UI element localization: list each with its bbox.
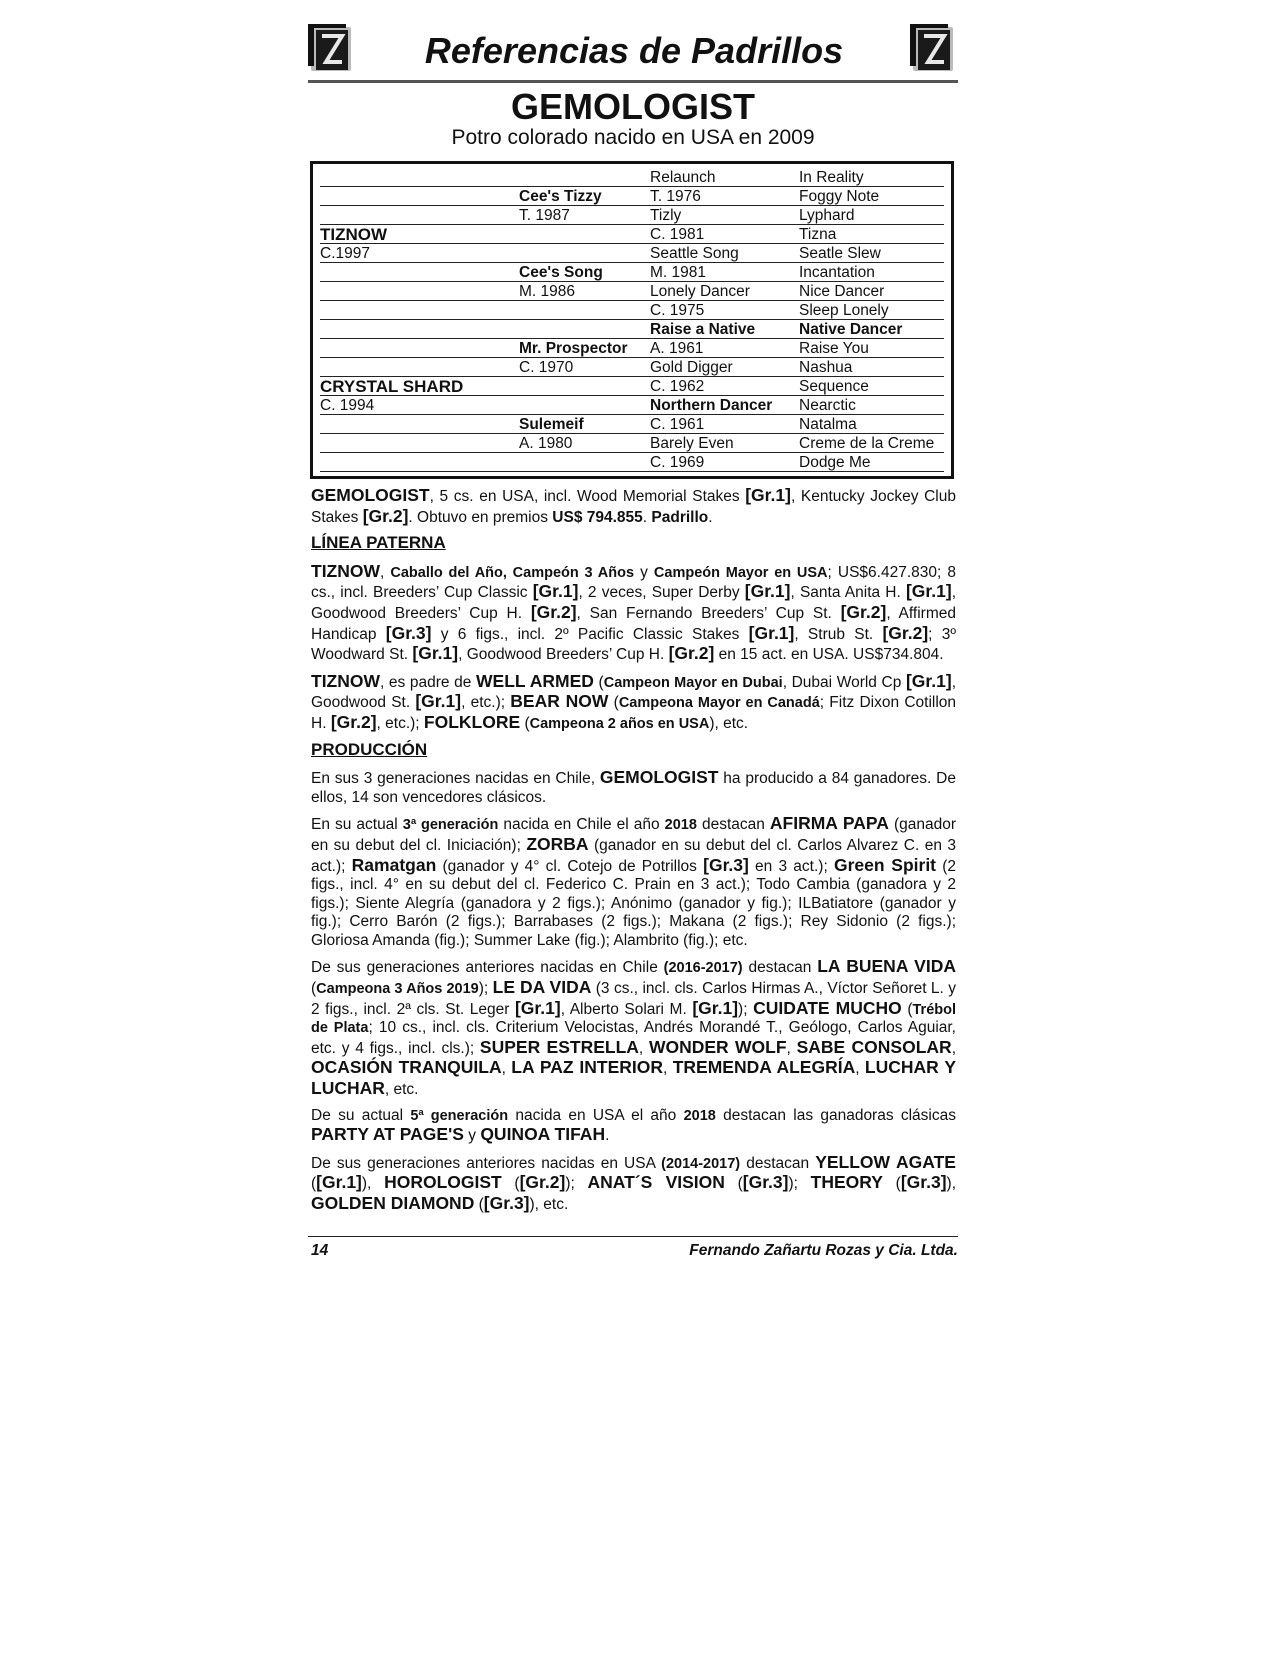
- pedigree-cell: Natalma: [799, 416, 857, 433]
- pedigree-cell: C. 1969: [650, 454, 705, 471]
- pedigree-row: [320, 262, 944, 282]
- pedigree-row: [320, 376, 944, 396]
- pedigree-cell: C. 1962: [650, 378, 705, 395]
- pedigree-cell: Dodge Me: [799, 454, 871, 471]
- body-text: [311, 486, 956, 1222]
- horse-subtitle: Potro colorado nacido en USA en 2009: [451, 126, 815, 149]
- pedigree-row: [320, 167, 944, 187]
- pedigree-row: [320, 319, 944, 339]
- pedigree-row: [320, 338, 944, 358]
- produccion-paragraph-4: De su actual 5ª generación nacida en USA el año 2018 destacan las ganadoras clásicas PARTY AT PAGE'S y QUINOA TIFAH.: [311, 1106, 956, 1145]
- pedigree-dam: CRYSTAL SHARD: [320, 377, 464, 396]
- company-logo-right: [910, 24, 956, 74]
- pedigree-cell: C. 1994: [320, 397, 375, 414]
- header-divider: [308, 80, 958, 83]
- pedigree-row: [320, 395, 944, 415]
- pedigree-cell: Foggy Note: [799, 188, 880, 205]
- pedigree-cell: Sequence: [799, 378, 869, 395]
- produccion-paragraph-2: En su actual 3ª generación nacida en Chile el año 2018 destacan AFIRMA PAPA (ganador en su debut del cl. Iniciación); ZORBA (ganador en su debut del cl. Carlos Alvarez C. en 3 act.); Ramatgan (ganador y 4° cl. Cotejo de Potrillos [Gr.3] en 3 act.); Green Spirit (2 figs., incl. 4° en su debut del cl. Federico C. Prain en 3 act.); Todo Cambia (ganadora y 2 figs.); Siente Alegría (ganadora y 2 figs.); Anónimo (ganador y fig.); ILBatiatore (ganador y fig.); Cerro Barón (2 figs.); Barrabases (2 figs.); Makana (2 figs.); Rey Sidonio (2 figs.); Gloriosa Amanda (fig.); Summer Lake (fig.); Alambrito (fig.); etc.: [311, 813, 957, 949]
- pedigree-cell: Northern Dancer: [650, 397, 773, 414]
- pedigree-cell: Gold Digger: [650, 359, 733, 376]
- pedigree-row: [320, 186, 944, 206]
- pedigree-row: [320, 281, 944, 301]
- pedigree-cell: Lonely Dancer: [650, 283, 750, 300]
- pedigree-cell: C. 1975: [650, 302, 705, 319]
- pedigree-row: [320, 357, 944, 377]
- pedigree-cell: Lyphard: [799, 207, 855, 224]
- pedigree-cell: C. 1970: [519, 359, 574, 376]
- horse-name-inline: GEMOLOGIST: [311, 485, 430, 505]
- produccion-paragraph-3: De sus generaciones anteriores nacidas en Chile (2016-2017) destacan LA BUENA VIDA (Campeona 3 Años 2019); LE DA VIDA (3 cs., incl. cls. Carlos Hirmas A., Víctor Señoret L. y 2 figs., incl. 2ª cls. St. Leger [Gr.1], Alberto Solari M. [Gr.1]); CUIDATE MUCHO (Trébol de Plata; 10 cs., incl. cls. Criterium Velocistas, Andrés Morandé T., Geólogo, Carlos Aguiar, etc. y 4 figs., incl. cls.); SUPER ESTRELLA, WONDER WOLF, SABE CONSOLAR, OCASIÓN TRANQUILA, LA PAZ INTERIOR, TREMENDA ALEGRÍA, LUCHAR Y LUCHAR, etc.: [311, 956, 957, 1099]
- produccion-paragraph-1: En sus 3 generaciones nacidas en Chile, GEMOLOGIST ha producido a 84 ganadores. De ellos, 14 son vencedores clásicos.: [311, 767, 956, 806]
- pedigree-cell: T. 1987: [519, 207, 570, 224]
- pedigree-cell: Raise You: [799, 340, 869, 357]
- pedigree-cell: Relaunch: [650, 169, 716, 186]
- pedigree-cell: A. 1980: [519, 435, 573, 452]
- pedigree-cell: Sulemeif: [519, 416, 584, 433]
- pedigree-cell: T. 1976: [650, 188, 701, 205]
- pedigree-cell: Creme de la Creme: [799, 435, 935, 452]
- pedigree-cell: M. 1981: [650, 264, 707, 281]
- pedigree-cell: Incantation: [799, 264, 875, 281]
- pedigree-cell: Tizly: [650, 207, 682, 224]
- earnings: US$ 794.855: [552, 508, 643, 526]
- pedigree-cell: Nice Dancer: [799, 283, 885, 300]
- pedigree-sire: TIZNOW: [320, 225, 388, 244]
- pedigree-cell: In Reality: [799, 169, 864, 186]
- pedigree-cell: Tizna: [799, 226, 837, 243]
- footer-company: Fernando Zañartu Rozas y Cia. Ltda.: [689, 1242, 958, 1259]
- pedigree-row: [320, 300, 944, 320]
- company-logo-left: [308, 24, 354, 74]
- pedigree-cell: Mr. Prospector: [519, 340, 628, 357]
- pedigree-row: [320, 452, 944, 472]
- pedigree-row: [320, 205, 944, 225]
- pedigree-cell: C. 1981: [650, 226, 705, 243]
- pedigree-cell: C. 1961: [650, 416, 705, 433]
- pedigree-table: [310, 161, 954, 479]
- pedigree-cell: Nearctic: [799, 397, 856, 414]
- intro-paragraph: GEMOLOGIST, 5 cs. en USA, incl. Wood Memorial Stakes [Gr.1], Kentucky Jockey Club Stakes [Gr.2]. Obtuvo en premios US$ 794.855. Padrillo.: [311, 485, 956, 526]
- header-title: Referencias de Padrillos: [424, 30, 844, 71]
- pedigree-cell: Nashua: [799, 359, 853, 376]
- pedigree-cell: Cee's Tizzy: [519, 188, 602, 205]
- pedigree-cell: Raise a Native: [650, 321, 756, 338]
- pedigree-cell: C.1997: [320, 245, 370, 262]
- pedigree-cell: Sleep Lonely: [799, 302, 889, 319]
- pedigree-row: [320, 433, 944, 453]
- pedigree-cell: Barely Even: [650, 435, 734, 452]
- pedigree-cell: M. 1986: [519, 283, 576, 300]
- pedigree-cell: Cee's Song: [519, 264, 603, 281]
- pedigree-row: [320, 224, 944, 244]
- pedigree-cell: Seattle Song: [650, 245, 739, 262]
- pedigree-cell: Seatle Slew: [799, 245, 881, 262]
- linea-paragraph-1: TIZNOW, Caballo del Año, Campeón 3 Años y Campeón Mayor en USA; US$6.427.830; 8 cs., incl. Breeders’ Cup Classic [Gr.1], 2 veces, Super Derby [Gr.1], Santa Anita H. [Gr.1], Goodwood Breeders’ Cup H. [Gr.2], San Fernando Breeders’ Cup St. [Gr.2], Affirmed Handicap [Gr.3] y 6 figs., incl. 2º Pacific Classic Stakes [Gr.1], Strub St. [Gr.2]; 3º Woodward St. [Gr.1], Goodwood Breeders’ Cup H. [Gr.2] en 15 act. en USA. US$734.804.: [311, 560, 957, 664]
- horse-name: GEMOLOGIST: [510, 86, 755, 127]
- pedigree-row: [320, 243, 944, 263]
- pedigree-cell: Native Dancer: [799, 321, 903, 338]
- pedigree-row: [320, 414, 944, 434]
- footer-divider: [308, 1236, 958, 1237]
- page-number: 14: [311, 1242, 329, 1259]
- linea-paragraph-2: TIZNOW, es padre de WELL ARMED (Campeon Mayor en Dubai, Dubai World Cp [Gr.1], Goodwood St. [Gr.1], etc.); BEAR NOW (Campeona Mayor en Canadá; Fitz Dixon Cotillon H. [Gr.2], etc.); FOLKLORE (Campeona 2 años en USA), etc.: [311, 670, 957, 732]
- pedigree-cell: A. 1961: [650, 340, 704, 357]
- section-heading-linea-paterna: LÍNEA PATERNA: [311, 533, 446, 553]
- produccion-paragraph-5: De sus generaciones anteriores nacidas en USA (2014-2017) destacan YELLOW AGATE ([Gr.1]), HOROLOGIST ([Gr.2]); ANAT´S VISION ([Gr.3]); THEORY ([Gr.3]), GOLDEN DIAMOND ([Gr.3]), etc.: [311, 1151, 957, 1213]
- section-heading-produccion: PRODUCCIÓN: [311, 739, 428, 759]
